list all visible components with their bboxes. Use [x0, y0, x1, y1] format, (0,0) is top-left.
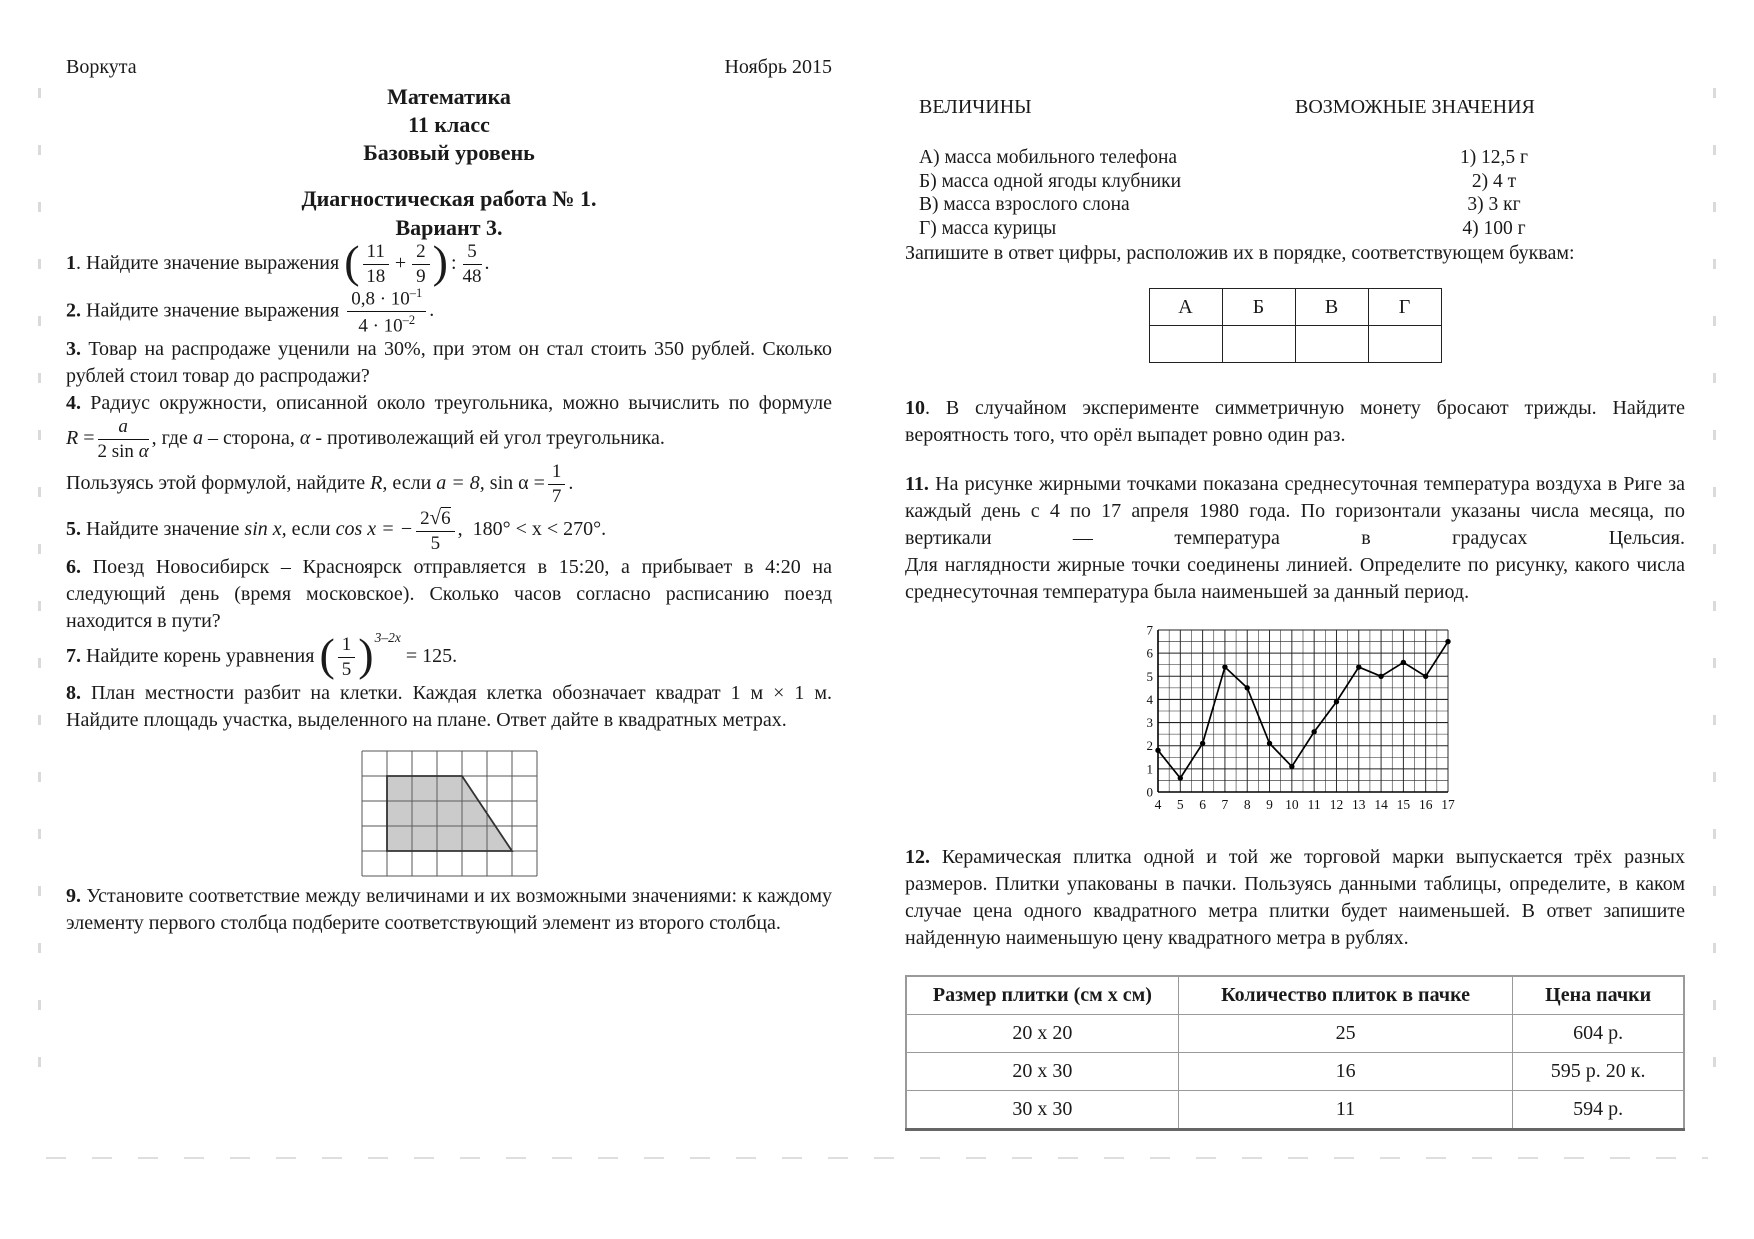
svg-text:7: 7 [1146, 622, 1153, 638]
problem-7 [66, 629, 832, 681]
svg-text:7: 7 [1221, 797, 1229, 812]
svg-text:2: 2 [1146, 738, 1153, 754]
tile-table-cell: 30 x 30 [906, 1091, 1178, 1130]
tile-table-row [906, 1053, 1684, 1091]
svg-text:3: 3 [1146, 715, 1153, 731]
problem-number: 3. [66, 338, 81, 361]
problem-text: . В случайном эксперименте симметричную монету бросают трижды. Найдите вероятность того, что орёл выпадет ровно один раз. [905, 397, 1685, 446]
svg-text:4: 4 [1154, 797, 1162, 812]
answer-empty-cell [1368, 326, 1441, 363]
temperature-chart [1134, 620, 1456, 818]
scan-edge-marks-right [1713, 88, 1716, 1108]
header-date: Ноябрь 2015 [724, 56, 832, 78]
title-block [66, 83, 832, 167]
scan-bottom-dashes [46, 1157, 1708, 1159]
p7-formula: ( $\frac{1}{5}$ )$^{3-2x}$ = 125. [319, 629, 458, 681]
tile-table-cell: 595 р. 20 к. [1513, 1053, 1684, 1091]
title-level: Базовый уровень [363, 140, 535, 165]
svg-text:16: 16 [1418, 797, 1433, 812]
svg-text:12: 12 [1329, 797, 1344, 812]
problem-text: Для наглядности жирные точки соединены линией. Определите по рисунку, какого числа среднесуточная температура была наименьшей за данный период. [905, 554, 1685, 603]
svg-text:5: 5 [1176, 797, 1184, 812]
problem-11 [905, 471, 1685, 552]
match-headings [905, 96, 1685, 122]
fraction: $\frac{a}{\text{2 sin α}}$ [97, 416, 149, 463]
title-grade: 11 класс [408, 112, 490, 137]
match-row [919, 146, 1685, 170]
problem-number: 6. [66, 556, 81, 579]
svg-text:5: 5 [1146, 668, 1153, 684]
plan-grid [361, 750, 538, 877]
tile-table-header-cell: Размер плитки (см x см) [906, 976, 1178, 1015]
answer-header-cell: Б [1222, 289, 1295, 326]
plan-figure [66, 750, 832, 883]
answer-header-cell: А [1149, 289, 1222, 326]
exponent: –1 [409, 285, 423, 300]
match-row [919, 217, 1685, 241]
problem-10 [905, 395, 1685, 449]
match-item: Б) масса одной ягоды клубники [919, 170, 1182, 192]
problem-text: – сторона, [202, 427, 300, 450]
problem-number: 9. [66, 884, 81, 907]
left-column [66, 56, 832, 937]
p2-formula [344, 285, 435, 337]
work-title: Диагностическая работа № 1. [301, 186, 597, 211]
answer-input-row [1149, 326, 1441, 363]
right-column [905, 92, 1685, 1131]
problem-text: Керамическая плитка одной и той же торговой марки выпускается трёх разных размеров. Плитки упакованы в пачки. Пользуясь данными таблицы, определите, в каком случае цена одного квадратного метра плитки будет наименьшей. В ответ запишите найденную наименьшую цену квадратного метра в рублях. [905, 846, 1685, 949]
svg-text:15: 15 [1396, 797, 1411, 812]
alpha-symbol: α [299, 427, 311, 450]
problem-text: если [387, 472, 437, 495]
problem-6 [66, 554, 832, 635]
problem-1 [66, 236, 832, 288]
problem-text: Найдите значение [81, 518, 245, 541]
tile-table-header-row [906, 976, 1684, 1015]
answer-header-cell: В [1295, 289, 1368, 326]
problem-text: Найдите значение выражения [81, 299, 345, 322]
answer-table [1149, 288, 1442, 363]
math-operator: + [394, 252, 407, 275]
svg-text:11: 11 [1307, 797, 1321, 812]
svg-text:14: 14 [1374, 797, 1388, 812]
match-col1-title: ВЕЛИЧИНЫ [919, 96, 1032, 118]
tile-table-cell: 604 р. [1513, 1015, 1684, 1053]
problem-text: На рисунке жирными точками показана среднесуточная температура воздуха в Риге за каждый день с 4 по 17 апреля 1980 года. По горизонтали указаны числа месяца, по вертикали — температура в градусах Цельсия. [905, 473, 1685, 549]
tile-table-row [906, 1015, 1684, 1053]
radical-icon: √ [429, 505, 442, 530]
problem-text: Установите соответствие между величинами и их возможными значениями: к каждому элементу первого столбца подберите соответствующий элемент из второго столбца. [66, 884, 832, 934]
problem-number: 5. [66, 518, 81, 541]
svg-text:13: 13 [1352, 797, 1366, 812]
match-row [919, 170, 1685, 194]
fraction: $\frac{1}{7}$ [548, 462, 566, 507]
period: . [568, 472, 574, 495]
scan-edge-marks-left [38, 88, 41, 1108]
problem-9 [66, 883, 832, 937]
problem-text: . Найдите значение выражения [76, 252, 345, 275]
match-col2-title: ВОЗМОЖНЫЕ ЗНАЧЕНИЯ [1295, 96, 1535, 118]
fraction: $\frac{11}{18}$ [363, 242, 389, 287]
problem-number: 4. [66, 392, 81, 415]
problem-4-part2 [66, 462, 832, 507]
tile-table-cell: 20 x 30 [906, 1053, 1178, 1091]
svg-text:8: 8 [1243, 797, 1251, 812]
problem-8 [66, 680, 832, 734]
tile-table [905, 975, 1685, 1131]
svg-text:0: 0 [1146, 784, 1153, 800]
fraction: $\frac{1}{5}$ [338, 635, 356, 680]
tile-table-header-cell: Количество плиток в пачке [1178, 976, 1513, 1015]
problem-text: Поезд Новосибирск – Красноярск отправляется в 15:20, а прибывает в 4:20 на следующий день (время московское). Сколько часов согласно расписанию поезд находится в пути? [66, 556, 832, 633]
var-a: a = 8, [436, 472, 485, 495]
period: . [429, 299, 435, 322]
tile-table-cell: 16 [1178, 1053, 1513, 1091]
match-value: 3) 3 кг [1467, 194, 1521, 215]
temperature-figure [905, 620, 1685, 824]
problem-4 [66, 390, 832, 462]
svg-text:6: 6 [1146, 645, 1153, 661]
match-item: В) масса взрослого слона [919, 194, 1130, 215]
fraction: $\frac{2}{9}$ [412, 242, 430, 287]
match-row [919, 193, 1685, 217]
svg-text:10: 10 [1285, 797, 1299, 812]
problem-text: - противолежащий ей угол треугольника. [310, 427, 665, 450]
tile-table-cell: 594 р. [1513, 1091, 1684, 1130]
alpha-symbol: α [138, 441, 149, 463]
problem-number: 11. [905, 473, 929, 495]
svg-text:1: 1 [1146, 761, 1153, 777]
problem-5 [66, 507, 832, 554]
problem-number: 2. [66, 299, 81, 322]
match-value: 4) 100 г [1462, 217, 1526, 239]
header-city: Воркута [66, 56, 137, 78]
problem-number: 10 [905, 397, 925, 419]
variant-title: Вариант 3. [395, 215, 503, 240]
problem-number: 12. [905, 846, 930, 868]
problem-12 [905, 844, 1685, 952]
tile-table-cell: 25 [1178, 1015, 1513, 1053]
exponent: –2 [402, 313, 416, 328]
p1-formula: ( $\frac{11}{18}$ + $\frac{2}{9}$ ) : $\frac{5}{48}$ . [344, 236, 490, 288]
problem-text: План местности разбит на клетки. Каждая клетка обозначает квадрат 1 м × 1 м. Найдите площадь участка, выделенного на плане. Ответ дайте в квадратных метрах. [66, 681, 832, 731]
svg-text:4: 4 [1146, 691, 1153, 707]
sin-x: sin x, [244, 518, 287, 541]
answer-header-cell: Г [1368, 289, 1441, 326]
p5-formula: cos x = − $\frac{2√6}{5}$ , [335, 505, 463, 555]
problem-number: 7. [66, 645, 81, 668]
problem-2 [66, 287, 832, 337]
problem-11-part2 [905, 552, 1685, 606]
subtitle-block [66, 184, 832, 242]
math-operator: : [450, 252, 457, 275]
answer-header-row [1149, 289, 1441, 326]
svg-text:6: 6 [1199, 797, 1206, 812]
page-header [66, 56, 832, 79]
match-list [905, 146, 1685, 240]
tile-table-header-cell: Цена пачки [1513, 976, 1684, 1015]
problem-number: 1 [66, 252, 76, 275]
problem-3 [66, 336, 832, 390]
title-subject: Математика [387, 84, 511, 109]
tile-table-row [906, 1091, 1684, 1130]
fraction: $\frac{2√6}{5}$ [416, 507, 454, 554]
problem-text: Найдите корень уравнения [81, 645, 320, 668]
problem-text: Пользуясь этой формулой, найдите [66, 472, 371, 495]
answer-empty-cell [1149, 326, 1222, 363]
p4b-formula: sin α = $\frac{1}{7}$ . [484, 461, 574, 508]
var-a: a [192, 427, 203, 450]
period: . [484, 252, 490, 275]
match-note: Запишите в ответ цифры, расположив их в порядке, соответствующем буквам: [905, 242, 1575, 264]
angle-range: 180° < x < 270°. [472, 518, 607, 541]
fraction: $\frac{0,8 \cdot 10^{-1}}{4 \cdot 10^{-2}}$ [347, 287, 426, 337]
problem-text: если [286, 518, 336, 541]
problem-text: Товар на распродаже уценили на 30%, при этом он стал стоить 350 рублей. Сколько рублей стоил товар до распродажи? [66, 338, 832, 388]
problem-number: 8. [66, 681, 81, 704]
problem-text: Радиус окружности, описанной около треугольника, можно вычислить по формуле [81, 392, 832, 415]
match-item: Г) масса курицы [919, 217, 1057, 239]
match-item: А) масса мобильного телефона [919, 147, 1178, 168]
match-value: 2) 4 т [1471, 170, 1517, 192]
answer-empty-cell [1222, 326, 1295, 363]
exponent: 3–2x [374, 630, 401, 646]
fraction: $\frac{5}{48}$ [462, 241, 482, 287]
problem-text: , где [151, 427, 193, 450]
tile-table-cell: 20 x 20 [906, 1015, 1178, 1053]
tile-table-cell: 11 [1178, 1091, 1513, 1130]
answer-empty-cell [1295, 326, 1368, 363]
p4-formula: R = $\frac{a}{\text{2 sin α}}$ [66, 416, 149, 463]
var-R: R, [370, 472, 388, 495]
svg-text:9: 9 [1266, 797, 1273, 812]
match-value: 1) 12,5 г [1459, 147, 1529, 168]
svg-text:17: 17 [1441, 797, 1455, 812]
